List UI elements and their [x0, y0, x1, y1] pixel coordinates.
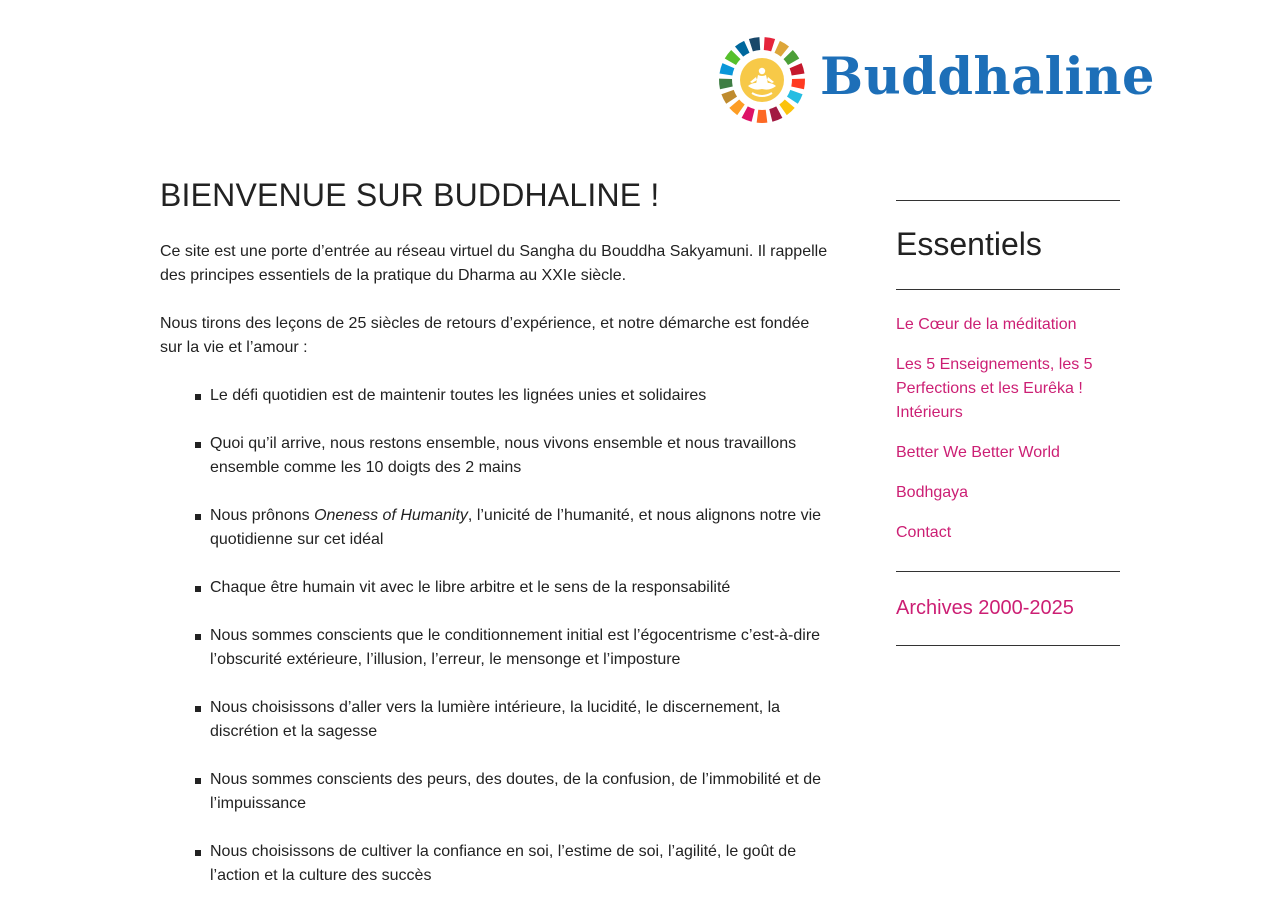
- archives-block: [896, 572, 1120, 645]
- sidebar-link-item: [896, 521, 1120, 545]
- list-item: Nous sommes conscients des peurs, des doutes, de la confusion, de l’immobilité et de l’impuissance: [210, 768, 832, 816]
- list-item: [210, 504, 832, 552]
- list-item: Le défi quotidien est de maintenir toutes les lignées unies et solidaires: [210, 384, 832, 408]
- intro-paragraph-2: Nous tirons des leçons de 25 siècles de retours d’expérience, et notre démarche est fondée sur la vie et l’amour :: [160, 315, 810, 356]
- list-item-text-after: , l’unicité de l’humanité, et nous alignons notre vie quotidienne sur cet idéal: [210, 507, 822, 548]
- page-title: BIENVENUE SUR BUDDHALINE !: [160, 177, 660, 213]
- sidebar-link-meditation[interactable]: Le Cœur de la méditation: [896, 316, 1077, 333]
- logo-wheel-segment: [749, 37, 760, 51]
- archives-link[interactable]: Archives 2000-2025: [896, 597, 1074, 619]
- sidebar-link-bodhgaya[interactable]: Bodhgaya: [896, 484, 969, 501]
- logo-wheel-segment: [735, 41, 750, 57]
- oneness-emphasis: Oneness of Humanity: [314, 507, 468, 524]
- logo-wheel-segment: [791, 79, 805, 90]
- logo-wheel-segment: [764, 37, 775, 51]
- sidebar-link-item: [896, 313, 1120, 337]
- sidebar-divider: [896, 645, 1120, 646]
- logo-wheel-segment: [729, 99, 744, 115]
- main-content: [160, 176, 832, 900]
- logo-wheel-segment: [769, 106, 782, 121]
- logo-wheel-segment: [720, 63, 735, 75]
- list-item: Chaque être humain vit avec le libre arbitre et le sens de la responsabilité: [210, 576, 832, 600]
- logo-wheel-segment: [719, 79, 733, 90]
- logo-wheel-segment: [721, 90, 737, 104]
- list-item: Quoi qu’il arrive, nous restons ensemble, nous vivons ensemble et nous travaillons ensemble comme les 10 doigts des 2 mains: [210, 432, 832, 480]
- list-item: Nous choisissons de cultiver la confiance en soi, l’estime de soi, l’agilité, le goût de l’action et la culture des succès: [210, 840, 832, 888]
- logo-wheel-segment: [790, 63, 805, 75]
- sdg-wheel-meditation-icon: [718, 36, 806, 124]
- intro-paragraph-1: Ce site est une porte d’entrée au réseau virtuel du Sangha du Bouddha Sakyamuni. Il rappelle des principes essentiels de la pratique du Dharma au XXIe siècle.: [160, 243, 828, 284]
- sidebar-link-item: [896, 353, 1120, 425]
- sidebar-link-better-world[interactable]: Better We Better World: [896, 444, 1060, 461]
- sidebar-links: [896, 290, 1120, 571]
- sidebar-link-enseignements[interactable]: Les 5 Enseignements, les 5 Perfections et les Eurêka ! Intérieurs: [896, 356, 1093, 421]
- logo-wheel-segment: [742, 106, 755, 121]
- list-item: Nous sommes conscients que le conditionnement initial est l’égocentrisme c’est-à-dire l’obscurité extérieure, l’illusion, l’erreur, le mensonge et l’imposture: [210, 624, 832, 672]
- site-logo[interactable]: [718, 36, 1155, 124]
- logo-wheel-segment: [725, 50, 741, 65]
- sidebar-link-item: [896, 441, 1120, 465]
- logo-wheel-segment: [779, 99, 794, 115]
- list-item-text-before: Nous prônons: [210, 507, 315, 524]
- list-item: Nous choisissons d’aller vers la lumière intérieure, la lucidité, le discernement, la discrétion et la sagesse: [210, 696, 832, 744]
- logo-text: Buddhaline: [820, 46, 1155, 107]
- logo-wheel-segment: [757, 110, 768, 123]
- logo-wheel-segment: [775, 41, 790, 57]
- sidebar-link-item: [896, 481, 1120, 505]
- sidebar-link-contact[interactable]: Contact: [896, 524, 952, 541]
- logo-wheel-segment: [784, 50, 800, 65]
- logo-wheel-segment: [787, 90, 803, 104]
- sidebar-title: Essentiels: [896, 226, 1042, 262]
- sidebar: [896, 200, 1120, 646]
- principles-list: [160, 384, 832, 888]
